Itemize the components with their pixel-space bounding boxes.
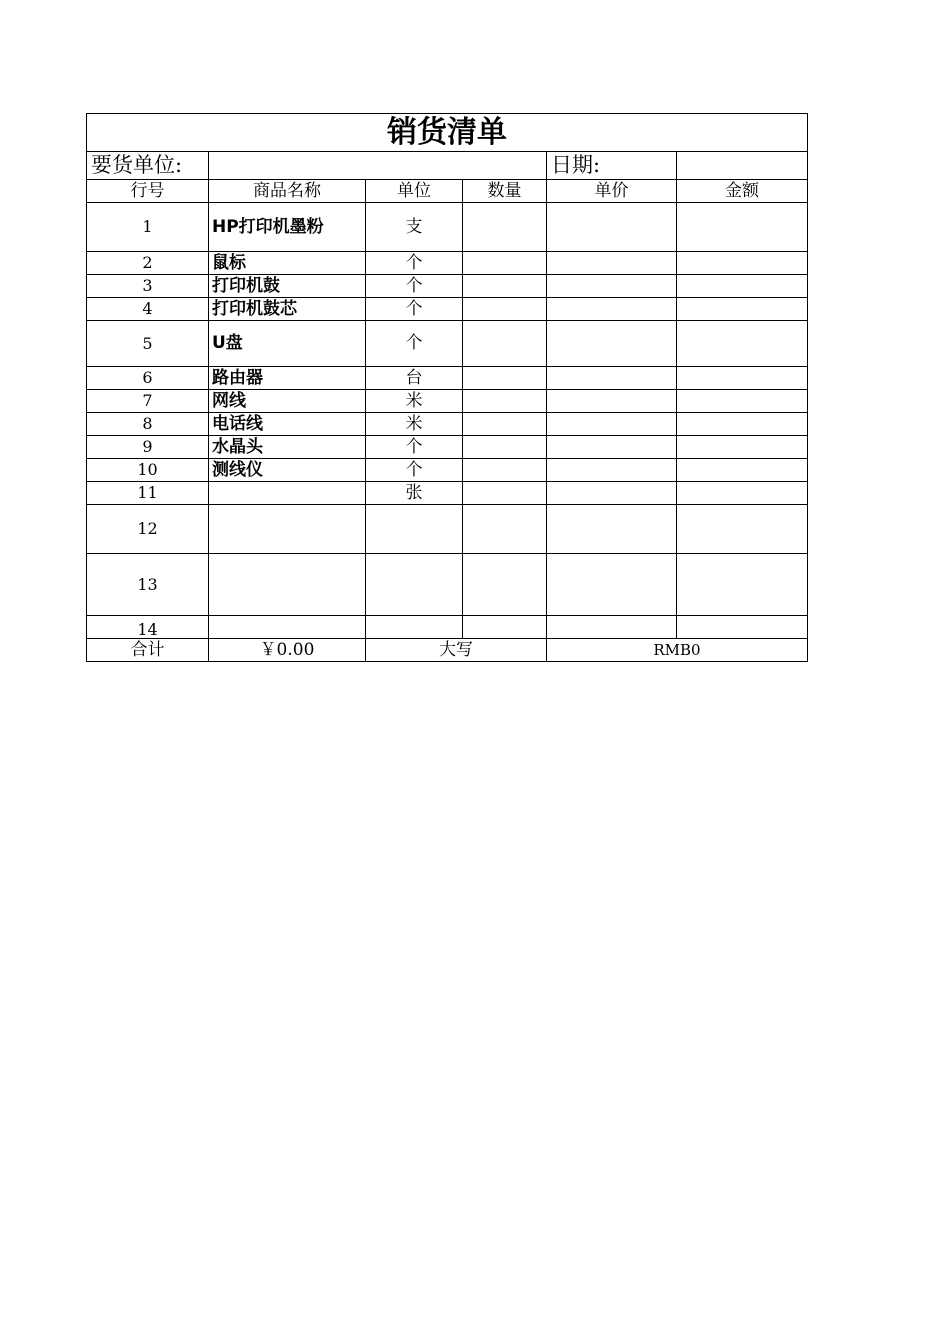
info-row bbox=[87, 152, 808, 180]
quantity-cell[interactable] bbox=[463, 482, 547, 505]
product-name-cell[interactable]: 水晶头 bbox=[209, 436, 366, 459]
table-row bbox=[87, 321, 808, 367]
unit-price-cell[interactable] bbox=[547, 505, 677, 554]
capital-amount: RMB0 bbox=[547, 639, 808, 662]
unit-cell[interactable]: 个 bbox=[366, 298, 463, 321]
table-row bbox=[87, 482, 808, 505]
product-name-cell[interactable] bbox=[209, 554, 366, 616]
quantity-cell[interactable] bbox=[463, 203, 547, 252]
row-number: 8 bbox=[87, 413, 209, 436]
quantity-cell[interactable] bbox=[463, 436, 547, 459]
row-number: 4 bbox=[87, 298, 209, 321]
row-number: 1 bbox=[87, 203, 209, 252]
customer-label: 要货单位: bbox=[87, 152, 209, 180]
unit-cell[interactable]: 米 bbox=[366, 390, 463, 413]
row-number: 2 bbox=[87, 252, 209, 275]
amount-cell[interactable] bbox=[677, 252, 808, 275]
unit-cell[interactable]: 张 bbox=[366, 482, 463, 505]
amount-cell[interactable] bbox=[677, 616, 808, 639]
row-number: 7 bbox=[87, 390, 209, 413]
quantity-cell[interactable] bbox=[463, 275, 547, 298]
title-row bbox=[87, 114, 808, 152]
product-name-cell[interactable]: 测线仪 bbox=[209, 459, 366, 482]
unit-price-cell[interactable] bbox=[547, 459, 677, 482]
amount-cell[interactable] bbox=[677, 482, 808, 505]
table-row bbox=[87, 298, 808, 321]
row-number: 10 bbox=[87, 459, 209, 482]
amount-cell[interactable] bbox=[677, 367, 808, 390]
total-row bbox=[87, 639, 808, 662]
quantity-cell[interactable] bbox=[463, 459, 547, 482]
unit-price-cell[interactable] bbox=[547, 616, 677, 639]
amount-cell[interactable] bbox=[677, 459, 808, 482]
quantity-cell[interactable] bbox=[463, 554, 547, 616]
quantity-cell[interactable] bbox=[463, 413, 547, 436]
header-row bbox=[87, 180, 808, 203]
product-name-cell[interactable] bbox=[209, 505, 366, 554]
row-number: 13 bbox=[87, 554, 209, 616]
product-name-cell[interactable]: 电话线 bbox=[209, 413, 366, 436]
unit-price-cell[interactable] bbox=[547, 554, 677, 616]
table-row bbox=[87, 275, 808, 298]
quantity-cell[interactable] bbox=[463, 616, 547, 639]
row-number: 6 bbox=[87, 367, 209, 390]
header-product-name: 商品名称 bbox=[209, 180, 366, 203]
unit-cell[interactable]: 个 bbox=[366, 275, 463, 298]
quantity-cell[interactable] bbox=[463, 298, 547, 321]
unit-price-cell[interactable] bbox=[547, 252, 677, 275]
header-unit: 单位 bbox=[366, 180, 463, 203]
row-number: 12 bbox=[87, 505, 209, 554]
quantity-cell[interactable] bbox=[463, 321, 547, 367]
table-row bbox=[87, 616, 808, 639]
amount-cell[interactable] bbox=[677, 413, 808, 436]
product-name-cell[interactable]: 路由器 bbox=[209, 367, 366, 390]
customer-field[interactable] bbox=[209, 152, 547, 180]
unit-price-cell[interactable] bbox=[547, 367, 677, 390]
amount-cell[interactable] bbox=[677, 321, 808, 367]
unit-cell[interactable]: 个 bbox=[366, 252, 463, 275]
row-number: 11 bbox=[87, 482, 209, 505]
unit-price-cell[interactable] bbox=[547, 321, 677, 367]
sheet-title: 销货清单 bbox=[87, 114, 808, 152]
amount-cell[interactable] bbox=[677, 298, 808, 321]
amount-cell[interactable] bbox=[677, 203, 808, 252]
unit-price-cell[interactable] bbox=[547, 413, 677, 436]
product-name-cell[interactable]: 打印机鼓 bbox=[209, 275, 366, 298]
table-row bbox=[87, 367, 808, 390]
total-label: 合计 bbox=[87, 639, 209, 662]
table-row bbox=[87, 505, 808, 554]
product-name-cell[interactable]: U盘 bbox=[209, 321, 366, 367]
unit-cell[interactable]: 个 bbox=[366, 321, 463, 367]
table-row bbox=[87, 413, 808, 436]
unit-price-cell[interactable] bbox=[547, 203, 677, 252]
date-label: 日期: bbox=[547, 152, 677, 180]
unit-cell[interactable]: 个 bbox=[366, 436, 463, 459]
amount-cell[interactable] bbox=[677, 505, 808, 554]
unit-price-cell[interactable] bbox=[547, 482, 677, 505]
product-name-cell[interactable]: 鼠标 bbox=[209, 252, 366, 275]
quantity-cell[interactable] bbox=[463, 505, 547, 554]
unit-cell[interactable] bbox=[366, 554, 463, 616]
amount-cell[interactable] bbox=[677, 390, 808, 413]
amount-cell[interactable] bbox=[677, 436, 808, 459]
row-number: 5 bbox=[87, 321, 209, 367]
unit-cell[interactable]: 米 bbox=[366, 413, 463, 436]
product-name-cell[interactable] bbox=[209, 616, 366, 639]
quantity-cell[interactable] bbox=[463, 390, 547, 413]
unit-cell[interactable]: 支 bbox=[366, 203, 463, 252]
header-line-no: 行号 bbox=[87, 180, 209, 203]
header-quantity: 数量 bbox=[463, 180, 547, 203]
unit-cell[interactable]: 个 bbox=[366, 459, 463, 482]
table-row bbox=[87, 459, 808, 482]
table-row bbox=[87, 390, 808, 413]
row-number: 3 bbox=[87, 275, 209, 298]
unit-cell[interactable] bbox=[366, 616, 463, 639]
unit-cell[interactable] bbox=[366, 505, 463, 554]
unit-price-cell[interactable] bbox=[547, 275, 677, 298]
sales-list-table bbox=[86, 113, 808, 662]
row-number: 9 bbox=[87, 436, 209, 459]
unit-price-cell[interactable] bbox=[547, 298, 677, 321]
table-row bbox=[87, 436, 808, 459]
total-value: ￥0.00 bbox=[209, 639, 366, 662]
table-row bbox=[87, 554, 808, 616]
header-amount: 金额 bbox=[677, 180, 808, 203]
unit-price-cell[interactable] bbox=[547, 436, 677, 459]
product-name-cell[interactable]: 网线 bbox=[209, 390, 366, 413]
table-row bbox=[87, 203, 808, 252]
product-name-cell[interactable] bbox=[209, 482, 366, 505]
table-row bbox=[87, 252, 808, 275]
unit-price-cell[interactable] bbox=[547, 390, 677, 413]
amount-cell[interactable] bbox=[677, 554, 808, 616]
capital-label: 大写 bbox=[366, 639, 547, 662]
quantity-cell[interactable] bbox=[463, 252, 547, 275]
date-field[interactable] bbox=[677, 152, 808, 180]
amount-cell[interactable] bbox=[677, 275, 808, 298]
row-number: 14 bbox=[87, 616, 209, 639]
product-name-cell[interactable]: HP打印机墨粉 bbox=[209, 203, 366, 252]
quantity-cell[interactable] bbox=[463, 367, 547, 390]
product-name-cell[interactable]: 打印机鼓芯 bbox=[209, 298, 366, 321]
unit-cell[interactable]: 台 bbox=[366, 367, 463, 390]
header-unit-price: 单价 bbox=[547, 180, 677, 203]
